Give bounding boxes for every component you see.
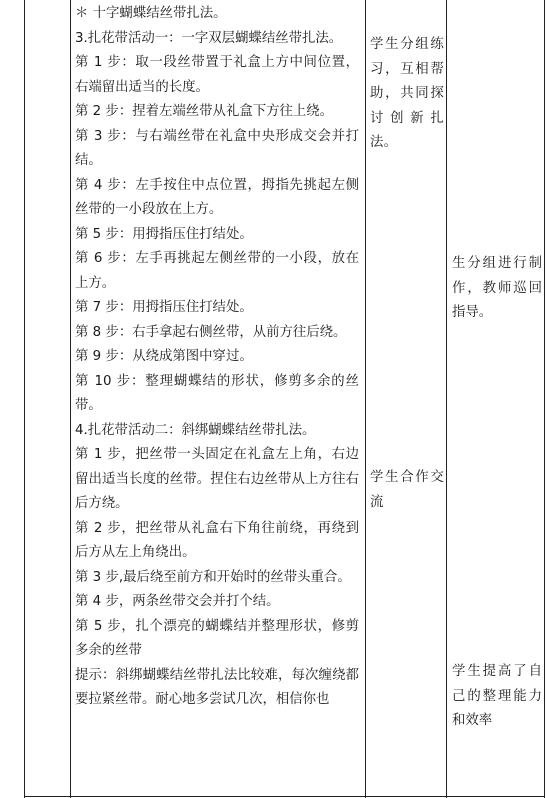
table-border-bottom	[24, 796, 545, 797]
step-line: 第 1 步，把丝带一头固定在礼盒左上角，右边留出适当长度的丝带。捏住右边丝带从上方往右后方绕。	[75, 447, 359, 511]
table-border-right	[544, 0, 545, 798]
step-line: 第 10 步：整理蝴蝶结的形状，修剪多余的丝带。	[75, 373, 359, 413]
step-line: 第 1 步：取一段丝带置于礼盒上方中间位置，右端留出适当的长度。	[75, 55, 359, 95]
column-divider-2	[365, 0, 366, 798]
step-line: 第 5 步，扎个漂亮的蝴蝶结并整理形状，修剪多余的丝带	[75, 618, 359, 658]
step-line: 第 2 步：捏着左端丝带从礼盒下方往上绕。	[75, 104, 334, 119]
tip-line: 提示：斜绑蝴蝶结丝带扎法比较难，每次缠绕都要拉紧丝带。耐心地多尝试几次，相信你也	[75, 667, 359, 707]
activity-heading: 3.扎花带活动一：一字双层蝴蝶结丝带扎法。	[75, 30, 343, 46]
step-line: 第 6 步：左手再挑起左侧丝带的一小段，放在上方。	[75, 251, 359, 291]
step-line: 第 9 步：从绕成第图中穿过。	[75, 349, 253, 364]
step-line: 第 4 步：左手按住中点位置，拇指先挑起左侧丝带的一小段放在上方。	[75, 177, 359, 217]
step-line: 第 4 步，两条丝带交会并打个结。	[75, 594, 280, 609]
activity-heading: 4.扎花带活动二：斜绑蝴蝶结丝带扎法。	[75, 422, 316, 438]
step-line: 第 5 步：用拇指压住打结处。	[75, 226, 253, 242]
step-line: 第 8 步：右手拿起右侧丝带，从前方往后绕。	[75, 324, 347, 340]
table-border-left	[24, 0, 25, 798]
student-activity-note-1: 学生分组练习，互相帮助，共同探讨创新扎法。	[370, 37, 444, 150]
step-line: 第 3 步,最后绕至前方和开始时的丝带头重合。	[75, 569, 351, 585]
teacher-note-1: 生分组进行制作，教师巡回指导。	[452, 256, 542, 320]
column-divider-3	[446, 0, 447, 798]
activity-steps-cell	[75, 2, 359, 713]
step-line: ＊ 十字蝴蝶结丝带扎法。	[75, 6, 227, 21]
teacher-note-2: 学生提高了自己的整理能力和效率	[452, 664, 542, 728]
step-line: 第 2 步，把丝带从礼盒右下角往前绕，再绕到后方从左上角绕出。	[75, 520, 359, 560]
column-divider-1	[70, 0, 71, 798]
student-activity-note-2: 学生合作交流	[370, 470, 444, 510]
step-line: 第 7 步：用拇指压住打结处。	[75, 300, 253, 315]
step-line: 第 3 步：与右端丝带在礼盒中央形成交会并打结。	[75, 128, 359, 168]
